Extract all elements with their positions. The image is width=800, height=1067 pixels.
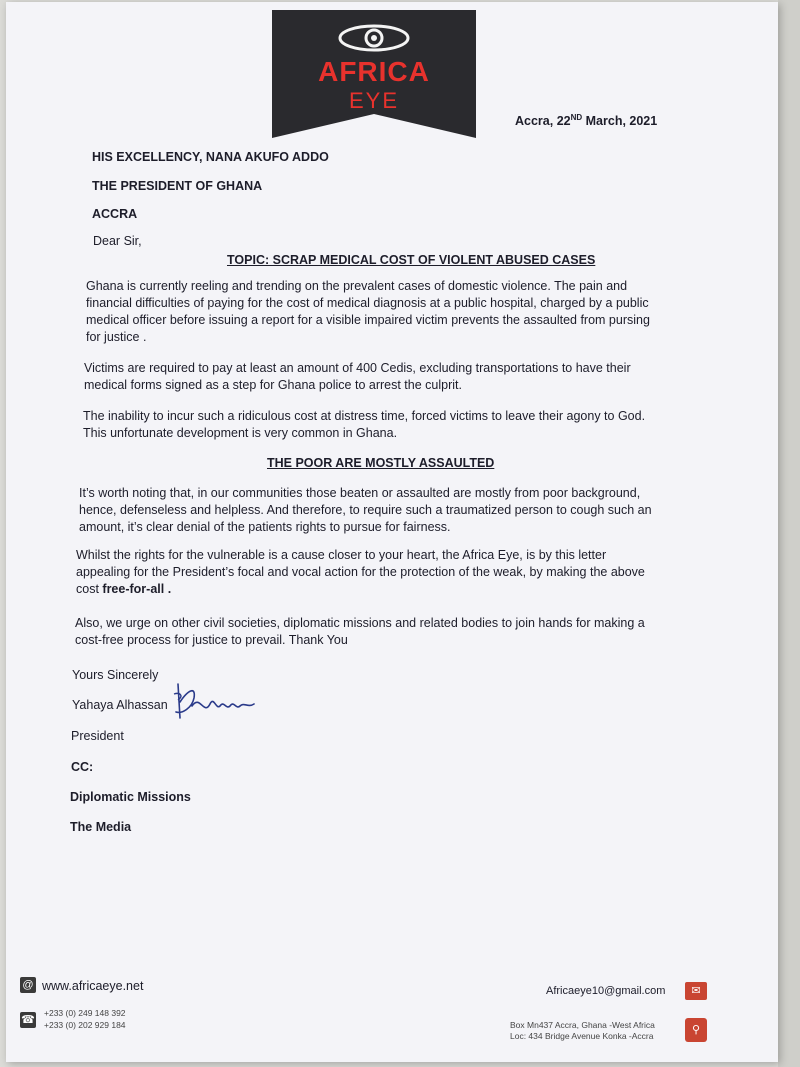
emphasis-text: free-for-all . bbox=[102, 582, 172, 596]
cc-recipient-2: The Media bbox=[70, 820, 132, 834]
cc-label: CC: bbox=[71, 760, 94, 774]
paragraph-line: Whilst the rights for the vulnerable is a cause closer to your heart, the Africa Eye, is by this letter bbox=[76, 548, 607, 562]
date-ordinal: ND bbox=[570, 113, 583, 122]
addressee-line-3: ACCRA bbox=[92, 207, 138, 221]
paragraph-5 bbox=[76, 547, 645, 598]
closing-yours: Yours Sincerely bbox=[72, 668, 159, 682]
background-cloth bbox=[778, 0, 800, 1067]
subheading: THE POOR ARE MOSTLY ASSAULTED bbox=[267, 456, 495, 470]
paragraph-6 bbox=[75, 615, 645, 649]
paragraph-2 bbox=[84, 360, 631, 394]
paragraph-line: The inability to incur such a ridiculous cost at distress time, forced victims to leave their agony to God. bbox=[83, 409, 646, 423]
addressee-line-1: HIS EXCELLENCY, NANA AKUFO ADDO bbox=[92, 150, 329, 164]
paragraph-3 bbox=[83, 408, 645, 442]
paragraph-line: hence, defenseless and helpless. And therefore, to require such a traumatized person to cough such an bbox=[79, 503, 652, 517]
paragraph-line: appealing for the President’s focal and vocal action for the protection of the weak, by making the above bbox=[76, 565, 645, 579]
handwritten-signature bbox=[170, 676, 260, 726]
footer-address-1: Box Mn437 Accra, Ghana -West Africa bbox=[510, 1020, 655, 1030]
paragraph-line: Ghana is currently reeling and trending on the prevalent cases of domestic violence. The pain and bbox=[86, 279, 628, 293]
paragraph-line-last bbox=[76, 581, 645, 598]
date-rest: March, 2021 bbox=[582, 114, 658, 129]
footer-email: Africaeye10@gmail.com bbox=[546, 985, 666, 997]
paragraph-4 bbox=[79, 485, 652, 536]
cc-recipient-1: Diplomatic Missions bbox=[70, 790, 191, 804]
phone-icon: ☎ bbox=[21, 1014, 35, 1026]
logo-text-eye: EYE bbox=[348, 88, 400, 113]
paragraph-line: medical officer before issuing a report for a visible impaired victim prevents the assaulted from pursing bbox=[86, 313, 650, 327]
letter-date bbox=[515, 113, 657, 128]
paragraph-line: cost-free process for justice to prevail. Thank You bbox=[75, 633, 348, 647]
footer-website: www.africaeye.net bbox=[42, 979, 144, 993]
date-prefix: Accra, 22 bbox=[515, 114, 571, 129]
africa-eye-logo bbox=[272, 10, 476, 138]
mail-icon: ✉ bbox=[685, 982, 707, 1000]
paragraph-line: for justice . bbox=[86, 330, 147, 344]
paragraph-line: This unfortunate development is very common in Ghana. bbox=[83, 426, 398, 440]
paragraph-1 bbox=[86, 278, 650, 346]
paragraph-line: amount, it’s clear denial of the patients rights to pursue for fairness. bbox=[79, 520, 451, 534]
at-icon: @ bbox=[20, 977, 36, 993]
footer-phone-2: +233 (0) 202 929 184 bbox=[44, 1020, 126, 1030]
location-pin-icon: ⚲ bbox=[685, 1018, 707, 1042]
addressee-line-2: THE PRESIDENT OF GHANA bbox=[92, 179, 263, 193]
signatory-name: Yahaya Alhassan bbox=[72, 698, 168, 712]
footer-phone-1: +233 (0) 249 148 392 bbox=[44, 1008, 126, 1018]
paragraph-text: cost bbox=[76, 582, 103, 596]
paragraph-line: It’s worth noting that, in our communities those beaten or assaulted are mostly from poor background, bbox=[79, 486, 641, 500]
footer-address-2: Loc: 434 Bridge Avenue Konka -Accra bbox=[510, 1031, 654, 1041]
topic-heading: TOPIC: SCRAP MEDICAL COST OF VIOLENT ABUSED CASES bbox=[227, 253, 596, 267]
signatory-title: President bbox=[71, 729, 124, 743]
salutation: Dear Sir, bbox=[93, 234, 142, 248]
logo-text-africa: AFRICA bbox=[318, 56, 430, 87]
paragraph-line: medical forms signed as a step for Ghana police to arrest the culprit. bbox=[84, 378, 462, 392]
paragraph-line: financial difficulties of paying for the cost of medical diagnosis at a public hospital, charged by a public bbox=[86, 296, 649, 310]
paragraph-line: Also, we urge on other civil societies, diplomatic missions and related bodies to join hands for making a bbox=[75, 616, 645, 630]
paragraph-line: Victims are required to pay at least an amount of 400 Cedis, excluding transportations to have their bbox=[84, 361, 631, 375]
